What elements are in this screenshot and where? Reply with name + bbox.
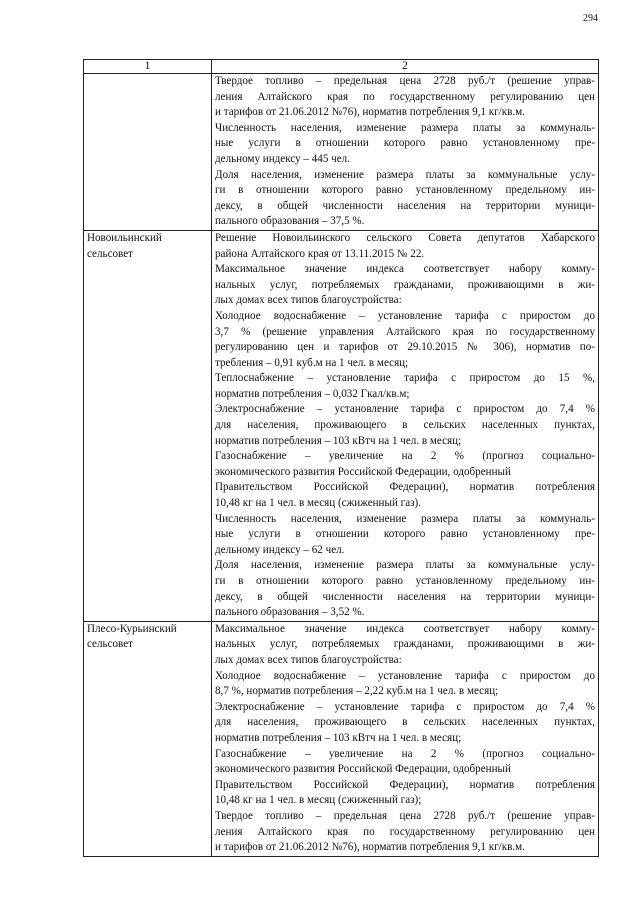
text-line: Правительством Российской Федерации), норматив потребления xyxy=(215,778,595,791)
region-name-line: Плесо-Курьинский xyxy=(87,622,177,635)
region-cell xyxy=(84,230,212,621)
text-line: экономического развития Российской Федерации, одобренный xyxy=(215,763,511,776)
column-header: 2 xyxy=(212,60,599,74)
text-line: Доля населения, изменение размера платы за коммунальные услу- xyxy=(215,168,595,181)
text-line: требления – 0,91 куб.м на 1 чел. в месяц; xyxy=(215,356,409,369)
region-name-line: Новоильинский xyxy=(87,231,162,244)
text-line: Холодное водоснабжение – установление тарифа с приростом до xyxy=(215,669,595,682)
text-line: Электроснабжение – установление тарифа с приростом до 7,4 % xyxy=(215,700,595,713)
text-line: Теплоснабжение – установление тарифа с приростом до 15 %, xyxy=(215,372,595,385)
text-line: пального образования – 3,52 %. xyxy=(215,606,365,619)
text-line: ги в отношении которого равно установленному предельному ин- xyxy=(215,184,595,197)
text-line: Электроснабжение – установление тарифа с приростом до 7,4 % xyxy=(215,403,595,416)
text-line: и тарифов от 21.06.2012 №76), норматив потребления 9,1 кг/кв.м. xyxy=(215,841,525,854)
text-line: для населения, проживающего в сельских населенных пунктах, xyxy=(215,419,595,432)
region-name-line: сельсовет xyxy=(87,247,133,260)
text-line: 8,7 %, норматив потребления – 2,22 куб.м на 1 чел. в месяц; xyxy=(215,685,499,698)
text-line: дельному индексу – 62 чел. xyxy=(215,543,345,556)
text-line: ные услуги в отношении которого равно установленному пре- xyxy=(215,137,595,150)
text-line: и тарифов от 21.06.2012 №76), норматив потребления 9,1 кг/кв.м. xyxy=(215,106,525,119)
column-header: 1 xyxy=(84,60,212,74)
text-line: ления Алтайского края по государственному регулированию цен xyxy=(215,825,595,838)
text-line: норматив потребления – 103 кВтч на 1 чел. в месяц; xyxy=(215,434,462,447)
text-line: регулированию цен и тарифов от 29.10.2015 № 306), норматив по- xyxy=(215,341,595,354)
text-line: Холодное водоснабжение – установление тарифа с приростом до xyxy=(215,309,595,322)
text-line: норматив потребления – 103 кВтч на 1 чел. в месяц; xyxy=(215,731,462,744)
text-line: 10,48 кг на 1 чел. в месяц (сжиженный газ). xyxy=(215,497,421,510)
text-line: лых домах всех типов благоустройства: xyxy=(215,294,402,307)
table-header-row xyxy=(84,60,599,74)
text-line: района Алтайского края от 13.11.2015 № 22. xyxy=(215,247,425,260)
text-line: Доля населения, изменение размера платы за коммунальные услу- xyxy=(215,559,595,572)
text-line: 3,7 % (решение управления Алтайского края по государственному xyxy=(215,325,595,338)
text-line: ги в отношении которого равно установленному предельному ин- xyxy=(215,575,595,587)
text-line: норматив потребления – 0,032 Гкал/кв.м; xyxy=(215,387,410,400)
text-line: экономического развития Российской Федерации, одобренный xyxy=(215,465,511,478)
text-line: 10,48 кг на 1 чел. в месяц (сжиженный газ); xyxy=(215,794,422,807)
region-cell xyxy=(84,621,212,856)
description-cell xyxy=(212,74,599,231)
text-line: Численность населения, изменение размера платы за коммуналь- xyxy=(215,121,595,134)
text-line: Правительством Российской Федерации), норматив потребления xyxy=(215,481,595,494)
description-cell xyxy=(212,621,599,856)
table-row xyxy=(84,230,599,621)
table-row xyxy=(84,74,599,231)
text-line: Максимальное значение индекса соответствует набору комму- xyxy=(215,263,595,276)
region-cell xyxy=(84,74,212,231)
text-line: пального образования – 37,5 %. xyxy=(215,215,365,228)
text-line: Решение Новоильинского сельского Совета депутатов Хабарского xyxy=(215,231,595,244)
text-line: дексу, в общей численности населения на территории муници- xyxy=(215,590,595,603)
text-line: Максимальное значение индекса соответствует набору комму- xyxy=(215,622,595,635)
text-line: ления Алтайского края по государственному регулированию цен xyxy=(215,90,595,103)
text-line: ные услуги в отношении которого равно установленному пре- xyxy=(215,528,595,541)
region-name-line: сельсовет xyxy=(87,638,133,651)
text-line: Численность населения, изменение размера платы за коммуналь- xyxy=(215,512,595,525)
text-line: Твердое топливо – предельная цена 2728 руб./т (решение управ- xyxy=(215,75,595,87)
text-line: нальных услуг, потребляемых гражданами, проживающими в жи- xyxy=(215,638,595,651)
text-line: для населения, проживающего в сельских населенных пунктах, xyxy=(215,716,595,729)
table-row xyxy=(84,621,599,856)
text-line: дельному индексу – 445 чел. xyxy=(215,152,350,165)
tariff-table xyxy=(83,59,599,857)
text-line: Газоснабжение – увеличение на 2 % (прогноз социально- xyxy=(215,747,595,760)
text-line: Твердое топливо – предельная цена 2728 руб./т (решение управ- xyxy=(215,809,595,822)
page-number: 294 xyxy=(583,13,598,24)
text-line: дексу, в общей численности населения на территории муници- xyxy=(215,199,595,212)
text-line: лых домах всех типов благоустройства: xyxy=(215,653,402,666)
description-cell xyxy=(212,230,599,621)
text-line: нальных услуг, потребляемых гражданами, проживающими в жи- xyxy=(215,278,595,291)
text-line: Газоснабжение – увеличение на 2 % (прогноз социально- xyxy=(215,450,595,463)
